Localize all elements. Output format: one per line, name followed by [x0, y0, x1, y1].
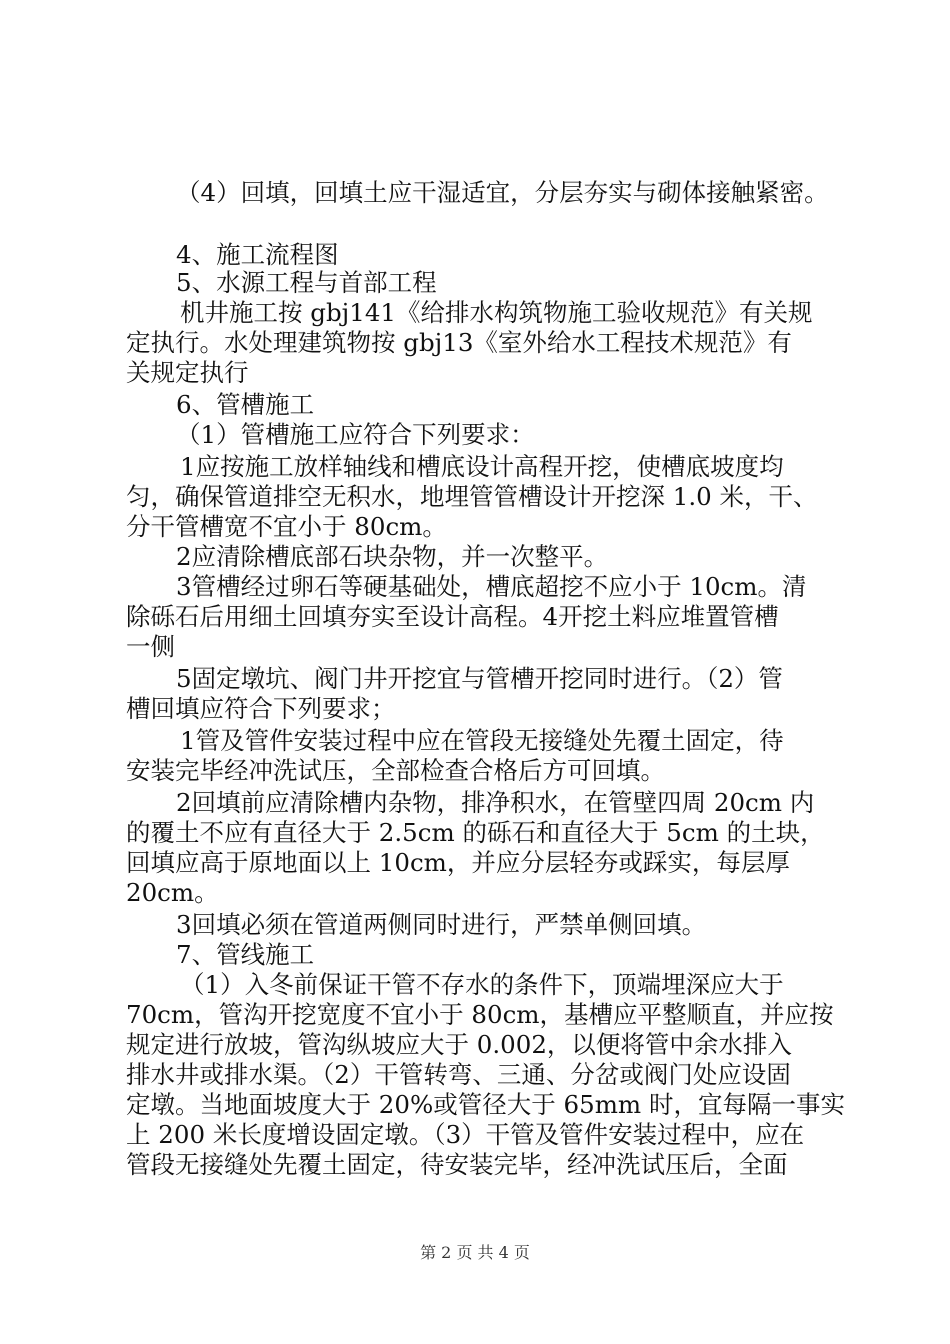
section-heading: 4、施工流程图 — [176, 240, 339, 269]
text-line: 70cm，管沟开挖宽度不宜小于 80cm，基槽应平整顺直，并应按 — [126, 1000, 834, 1029]
text-line: 槽回填应符合下列要求； — [126, 694, 396, 723]
text-line: 1应按施工放样轴线和槽底设计高程开挖，使槽底坡度均 — [180, 452, 784, 481]
text-line: 安装完毕经冲洗试压，全部检查合格后方可回填。 — [126, 756, 665, 785]
text-line: 除砾石后用细土回填夯实至设计高程。4开挖土料应堆置管槽 — [126, 602, 779, 631]
text-line: 回填应高于原地面以上 10cm，并应分层轻夯或踩实，每层厚 — [126, 848, 790, 877]
text-line: 2回填前应清除槽内杂物，排净积水，在管壁四周 20cm 内 — [176, 788, 815, 817]
section-heading: 5、水源工程与首部工程 — [176, 268, 437, 297]
text-line: 上 200 米长度增设固定墩。（3）干管及管件安装过程中，应在 — [126, 1120, 805, 1149]
text-line: 定执行。水处理建筑物按 gbj13《室外给水工程技术规范》有 — [126, 328, 792, 357]
text-line: 3管槽经过卵石等硬基础处，槽底超挖不应小于 10cm。清 — [176, 572, 807, 601]
text-line: 分干管槽宽不宜小于 80cm。 — [126, 512, 447, 541]
section-heading: 6、管槽施工 — [176, 390, 315, 419]
text-line: 匀，确保管道排空无积水，地埋管管槽设计开挖深 1.0 米，干、 — [126, 482, 818, 511]
text-line: 一侧 — [126, 632, 175, 661]
text-line: 管段无接缝处先覆土固定，待安装完毕，经冲洗试压后，全面 — [126, 1150, 788, 1179]
text-line: 2应清除槽底部石块杂物，并一次整平。 — [176, 542, 609, 571]
text-line: （1）入冬前保证干管不存水的条件下，顶端埋深应大于 — [180, 970, 784, 999]
text-line: （1）管槽施工应符合下列要求： — [176, 420, 535, 449]
text-line: 规定进行放坡，管沟纵坡应大于 0.002，以便将管中余水排入 — [126, 1030, 792, 1059]
text-line: 定墩。当地面坡度大于 20%或管径大于 65mm 时，宜每隔一事实 — [126, 1090, 845, 1119]
text-line: 1管及管件安装过程中应在管段无接缝处先覆土固定，待 — [180, 726, 784, 755]
text-line: （4）回填，回填土应干湿适宜，分层夯实与砌体接触紧密。 — [176, 178, 829, 207]
text-line: 的覆土不应有直径大于 2.5cm 的砾石和直径大于 5cm 的土块， — [126, 818, 825, 847]
text-line: 20cm。 — [126, 878, 219, 907]
page-number: 第 2 页 共 4 页 — [420, 1243, 530, 1262]
text-line: 排水井或排水渠。（2）干管转弯、三通、分岔或阀门处应设固 — [126, 1060, 791, 1089]
text-line: 机井施工按 gbj141《给排水构筑物施工验收规范》有关规 — [180, 298, 813, 327]
text-line: 5固定墩坑、阀门井开挖宜与管槽开挖同时进行。（2）管 — [176, 664, 783, 693]
text-line: 关规定执行 — [126, 358, 249, 387]
section-heading: 7、管线施工 — [176, 940, 315, 969]
text-line: 3回填必须在管道两侧同时进行，严禁单侧回填。 — [176, 910, 707, 939]
